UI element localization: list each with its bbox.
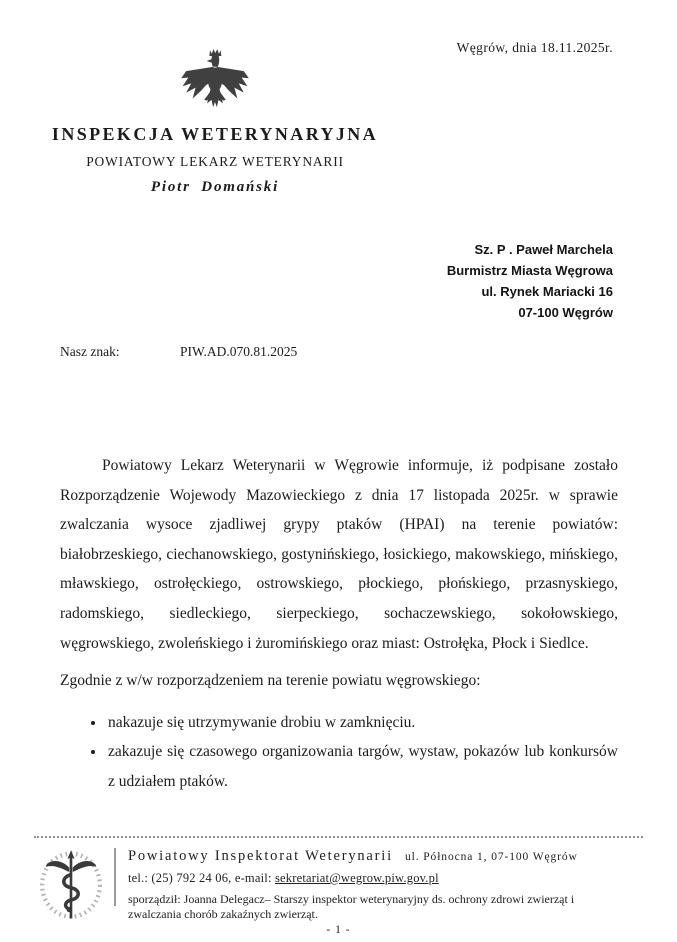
org-name-line1: INSPEKCJA WETERYNARYJNA xyxy=(51,124,379,144)
date-line: Węgrów, dnia 18.11.2025r. xyxy=(456,40,613,55)
org-name-line2: POWIATOWY LEKARZ WETERYNARII xyxy=(86,154,344,169)
footer-email: sekretariat@wegrow.piw.gov.pl xyxy=(274,871,439,885)
reference-number-row xyxy=(60,344,297,360)
reference-value: PIW.AD.070.81.2025 xyxy=(179,344,298,359)
inspector-name: Piotr Domański xyxy=(150,179,280,195)
recipient-line: Sz. P . Paweł Marchela xyxy=(474,242,613,257)
body-paragraph-main: Powiatowy Lekarz Weterynarii w Węgrowie informuje, iż podpisane zostało Rozporządzenie Wojewody Mazowieckiego z dnia 17 listopada 2025r. w sprawie zwalczania wysoce zjadliwej grypy ptaków (HPAI) na terenie powiatów: białobrzeskiego, ciechanowskiego, gostynińskiego, łosickiego, makowskiego, mińskiego, mławskiego, ostrołęckiego, ostrowskiego, płockiego, płońskiego, przasnyskiego, radomskiego, siedleckiego, sierpeckiego, sochaczewskiego, sokołowskiego, węgrowskiego, zwoleńskiego i żuromińskiego oraz miast: Ostrołęka, Płock i Siedlce. xyxy=(60,457,618,652)
letter-body xyxy=(60,451,618,797)
footer-contact-row xyxy=(128,871,643,886)
recipient-block xyxy=(447,239,613,323)
bullet-item: • zakazuje się czasowego organizowania targów, wystaw, pokazów lub konkursów z udziałem ptaków. xyxy=(106,737,618,796)
footer-prepared-by: sporządził: Joanna Delegacz– Starszy inspektor weterynaryjny ds. ochrony zdrowi zwierząt i zwalczania chorób zakaźnych zwierząt. xyxy=(128,892,575,921)
veterinary-caduceus-logo-icon xyxy=(36,846,106,926)
polish-eagle-emblem-icon xyxy=(179,44,251,114)
body-paragraph-intro-list: Zgodnie z w/w rozporządzeniem na terenie powiatu węgrowskiego: xyxy=(60,672,481,690)
footer-contact-prefix: tel.: (25) 792 24 06, e-mail: xyxy=(128,871,275,885)
bullet-item: • nakazuje się utrzymywanie drobiu w zamknięciu. xyxy=(106,708,618,738)
letterhead xyxy=(34,44,396,196)
footer-org-address: ul. Północna 1, 07-100 Węgrów xyxy=(404,851,578,863)
regulation-bullet-list xyxy=(60,708,618,797)
recipient-line: ul. Rynek Mariacki 16 xyxy=(481,284,613,299)
footer xyxy=(34,836,643,926)
page-number: - 1 - xyxy=(326,924,351,936)
footer-org-name: Powiatowy Inspektorat Weterynarii xyxy=(128,848,393,864)
footer-vertical-divider xyxy=(114,848,116,906)
footer-org-row xyxy=(128,847,643,865)
reference-label: Nasz znak: xyxy=(60,344,120,359)
recipient-line: Burmistrz Miasta Węgrowa xyxy=(446,263,613,278)
recipient-line: 07-100 Węgrów xyxy=(518,305,613,320)
